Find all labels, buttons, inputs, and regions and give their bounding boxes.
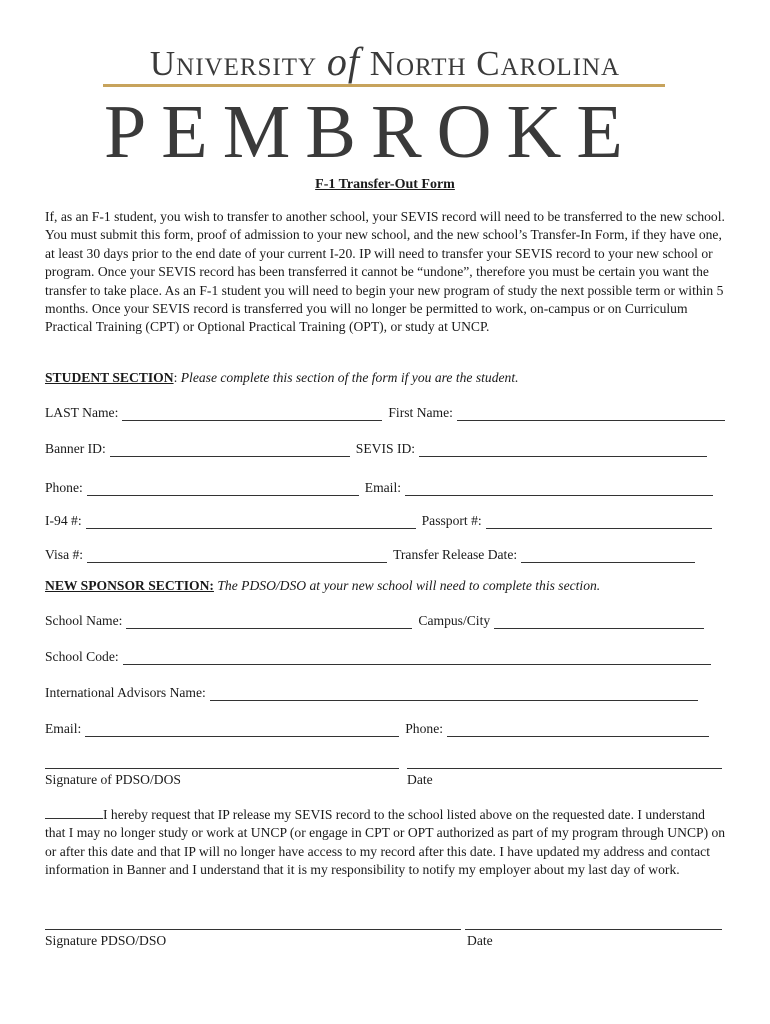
- first-name-label: First Name:: [388, 405, 453, 420]
- logo-gold-rule: [103, 84, 665, 87]
- row-advisor: [45, 681, 725, 701]
- i94-field[interactable]: [86, 514, 416, 529]
- student-section-note: Please complete this section of the form if you are the student.: [180, 370, 519, 385]
- email-label: Email:: [364, 480, 402, 495]
- row-school: [45, 609, 725, 629]
- passport-field[interactable]: [486, 514, 712, 529]
- visa-label: Visa #:: [45, 547, 84, 562]
- sevis-id-label: SEVIS ID:: [355, 441, 416, 456]
- row-name: [45, 401, 725, 421]
- final-signature-lines: [45, 929, 722, 930]
- sponsor-email-field[interactable]: [85, 722, 399, 737]
- row-ids: [45, 437, 725, 457]
- university-logo: [0, 39, 770, 174]
- logo-university-name: [0, 39, 770, 84]
- phone-field[interactable]: [87, 481, 359, 496]
- sponsor-signature-field[interactable]: [45, 768, 399, 769]
- sponsor-signature-lines: [45, 768, 722, 769]
- transfer-release-date-field[interactable]: [521, 548, 695, 563]
- intro-paragraph: If, as an F-1 student, you wish to transfer to another school, your SEVIS record will need to be transferred to the new school. You must submit this form, proof of admission to your new school, and the new school’s Transfer-In Form, if they have one, at least 30 days prior to the end date of your current I-20. IP will need to transfer your SEVIS record to your new school or program. Once your SEVIS record has been transferred it cannot be “undone”, therefore you must be certain you want the transfer to take place. As an F-1 student you will need to begin your new program of study the next possible term or within 5 months. Once your SEVIS record is transferred you will no longer be permitted to work, on-campus or on Curriculum Practical Training (CPT) or Optional Practical Training (OPT), or study at UNCP.: [45, 209, 725, 335]
- sponsor-section-note: The PDSO/DSO at your new school will need to complete this section.: [217, 578, 601, 593]
- passport-label: Passport #:: [421, 513, 482, 528]
- sponsor-section-heading: [45, 578, 600, 594]
- request-paragraph: [45, 806, 727, 880]
- initials-field[interactable]: [45, 806, 103, 819]
- school-code-field[interactable]: [123, 650, 711, 665]
- final-date-field[interactable]: [465, 929, 722, 930]
- first-name-field[interactable]: [457, 406, 725, 421]
- i94-label: I-94 #:: [45, 513, 82, 528]
- sponsor-section-label: NEW SPONSOR SECTION:: [45, 578, 214, 593]
- row-sponsor-contact: [45, 717, 725, 737]
- advisors-name-field[interactable]: [210, 686, 698, 701]
- visa-field[interactable]: [87, 548, 387, 563]
- last-name-label: LAST Name:: [45, 405, 119, 420]
- final-date-label: Date: [467, 933, 493, 948]
- campus-city-label: Campus/City: [418, 613, 491, 628]
- sponsor-signature-label: Signature of PDSO/DOS: [45, 772, 181, 787]
- sponsor-email-label: Email:: [45, 721, 82, 736]
- school-code-label: School Code:: [45, 649, 119, 664]
- logo-word-north-carolina: North Carolina: [369, 44, 621, 83]
- logo-pembroke: PEMBROKE: [104, 90, 638, 174]
- logo-word-of: of: [326, 39, 360, 84]
- sponsor-phone-field[interactable]: [447, 722, 709, 737]
- final-signature-label: Signature PDSO/DSO: [45, 933, 167, 948]
- row-contact: [45, 476, 725, 496]
- banner-id-label: Banner ID:: [45, 441, 106, 456]
- campus-city-field[interactable]: [494, 614, 704, 629]
- row-visa: [45, 543, 725, 563]
- advisors-name-label: International Advisors Name:: [45, 685, 206, 700]
- final-signature-field[interactable]: [45, 929, 461, 930]
- sevis-id-field[interactable]: [419, 442, 707, 457]
- school-name-field[interactable]: [126, 614, 412, 629]
- phone-label: Phone:: [45, 480, 83, 495]
- transfer-release-date-label: Transfer Release Date:: [393, 547, 518, 562]
- request-text: I hereby request that IP release my SEVIS record to the school listed above on the requested date. I understand that I may no longer study or work at UNCP (or engage in CPT or OPT authorized as part of my program through UNCP) on or after this date and that IP will no longer have access to my record after this date. I have updated my address and contact information in Banner and I understand that it is my responsibility to notify my employer about my last day of work.: [45, 807, 726, 878]
- banner-id-field[interactable]: [110, 442, 350, 457]
- school-name-label: School Name:: [45, 613, 123, 628]
- row-documents: [45, 509, 725, 529]
- student-section-label: STUDENT SECTION: [45, 370, 174, 385]
- sponsor-phone-label: Phone:: [405, 721, 444, 736]
- row-school-code: [45, 645, 725, 665]
- sponsor-date-field[interactable]: [407, 768, 722, 769]
- sponsor-date-label: Date: [407, 772, 433, 787]
- student-section-heading: STUDENT SECTION: Please complete this section of the form if you are the student.: [45, 370, 519, 385]
- form-title: F-1 Transfer-Out Form: [315, 177, 455, 192]
- logo-word-university: University: [149, 44, 318, 83]
- email-field[interactable]: [405, 481, 713, 496]
- last-name-field[interactable]: [122, 406, 382, 421]
